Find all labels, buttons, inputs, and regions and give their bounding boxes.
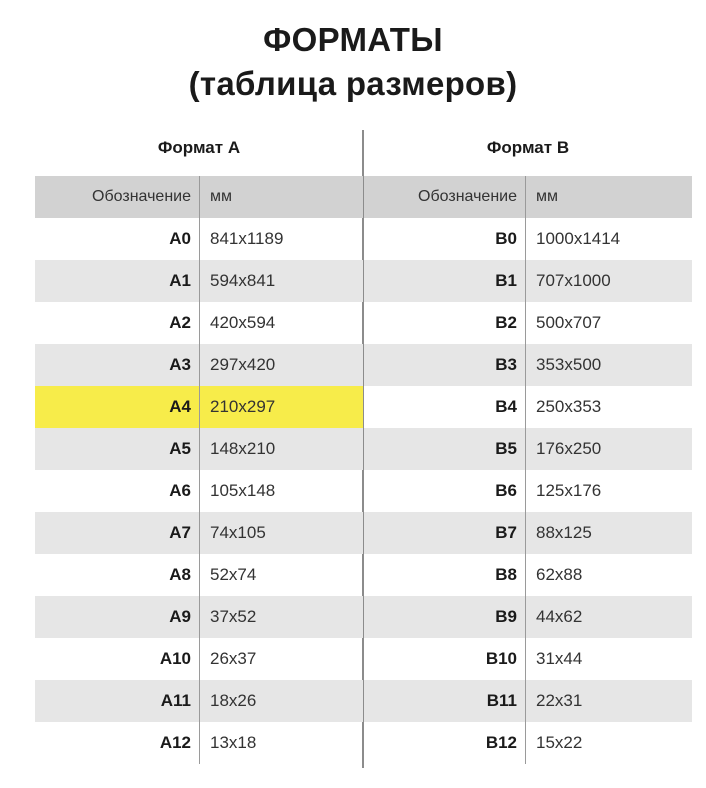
row-code: B2	[364, 302, 526, 344]
row-size: 26x37	[210, 649, 257, 668]
table-row	[364, 386, 692, 428]
table-row	[35, 302, 363, 344]
row-code: A1	[35, 260, 200, 302]
table-row	[35, 344, 363, 386]
row-code: A7	[35, 512, 200, 554]
row-size: 841x1189	[210, 229, 284, 248]
row-size: 297x420	[210, 355, 276, 374]
table-row	[35, 554, 363, 596]
row-code: B8	[364, 554, 526, 596]
table-row-highlighted	[35, 386, 363, 428]
row-size: 500x707	[536, 313, 602, 332]
row-size: 62x88	[536, 565, 583, 584]
table-header	[35, 176, 363, 218]
table-row	[364, 596, 692, 638]
format-a-table	[35, 176, 363, 764]
row-size: 15x22	[536, 733, 583, 752]
row-code: B9	[364, 596, 526, 638]
header-size: мм	[536, 188, 558, 205]
format-b-table	[364, 176, 692, 764]
row-size: 707x1000	[536, 271, 611, 290]
row-code: B7	[364, 512, 526, 554]
table-row	[35, 260, 363, 302]
row-size: 52x74	[210, 565, 257, 584]
row-size: 148x210	[210, 439, 276, 458]
table-row	[364, 554, 692, 596]
header-code: Обозначение	[35, 176, 200, 218]
row-code: A5	[35, 428, 200, 470]
table-row	[364, 218, 692, 260]
table-row	[364, 260, 692, 302]
row-code: B4	[364, 386, 526, 428]
row-code: A6	[35, 470, 200, 512]
row-size: 13x18	[210, 733, 257, 752]
page-title: ФОРМАТЫ	[263, 21, 443, 58]
row-code: A3	[35, 344, 200, 386]
table-row	[364, 512, 692, 554]
row-size: 250x353	[536, 397, 602, 416]
table-row	[364, 722, 692, 764]
row-size: 88x125	[536, 523, 592, 542]
format-a-heading: Формат А	[157, 138, 241, 157]
row-size: 74x105	[210, 523, 266, 542]
row-size: 37x52	[210, 607, 257, 626]
row-size: 1000x1414	[536, 229, 621, 248]
row-code: B3	[364, 344, 526, 386]
format-b-panel	[364, 130, 692, 764]
row-size: 31x44	[536, 649, 583, 668]
row-code: A9	[35, 596, 200, 638]
row-code: B0	[364, 218, 526, 260]
row-size: 105x148	[210, 481, 276, 500]
row-code: B12	[364, 722, 526, 764]
table-row	[364, 680, 692, 722]
row-code: B5	[364, 428, 526, 470]
row-code: B11	[364, 680, 526, 722]
table-row	[35, 218, 363, 260]
header-size: мм	[210, 188, 232, 205]
row-code: A0	[35, 218, 200, 260]
table-row	[35, 512, 363, 554]
table-row	[35, 638, 363, 680]
row-code: B6	[364, 470, 526, 512]
format-a-panel	[35, 130, 363, 764]
table-row	[35, 680, 363, 722]
table-header	[364, 176, 692, 218]
table-row	[364, 428, 692, 470]
table-row	[35, 470, 363, 512]
row-code: A8	[35, 554, 200, 596]
table-row	[35, 722, 363, 764]
table-row	[364, 638, 692, 680]
page-subtitle: (таблица размеров)	[188, 65, 518, 102]
table-row	[364, 344, 692, 386]
row-size: 22x31	[536, 691, 583, 710]
format-b-heading: Формат В	[486, 138, 570, 157]
row-code: A2	[35, 302, 200, 344]
table-row	[35, 596, 363, 638]
row-code: B10	[364, 638, 526, 680]
row-size: 18x26	[210, 691, 257, 710]
row-code: A11	[35, 680, 200, 722]
table-row	[35, 428, 363, 470]
row-size: 353x500	[536, 355, 602, 374]
row-code: A10	[35, 638, 200, 680]
row-code: B1	[364, 260, 526, 302]
row-size: 420x594	[210, 313, 276, 332]
row-code: A12	[35, 722, 200, 764]
row-size: 210x297	[210, 397, 276, 416]
row-size: 44x62	[536, 607, 583, 626]
row-size: 125x176	[536, 481, 602, 500]
table-row	[364, 470, 692, 512]
table-row	[364, 302, 692, 344]
row-code: A4	[35, 386, 200, 428]
row-size: 176x250	[536, 439, 602, 458]
header-code: Обозначение	[364, 176, 526, 218]
row-size: 594x841	[210, 271, 276, 290]
